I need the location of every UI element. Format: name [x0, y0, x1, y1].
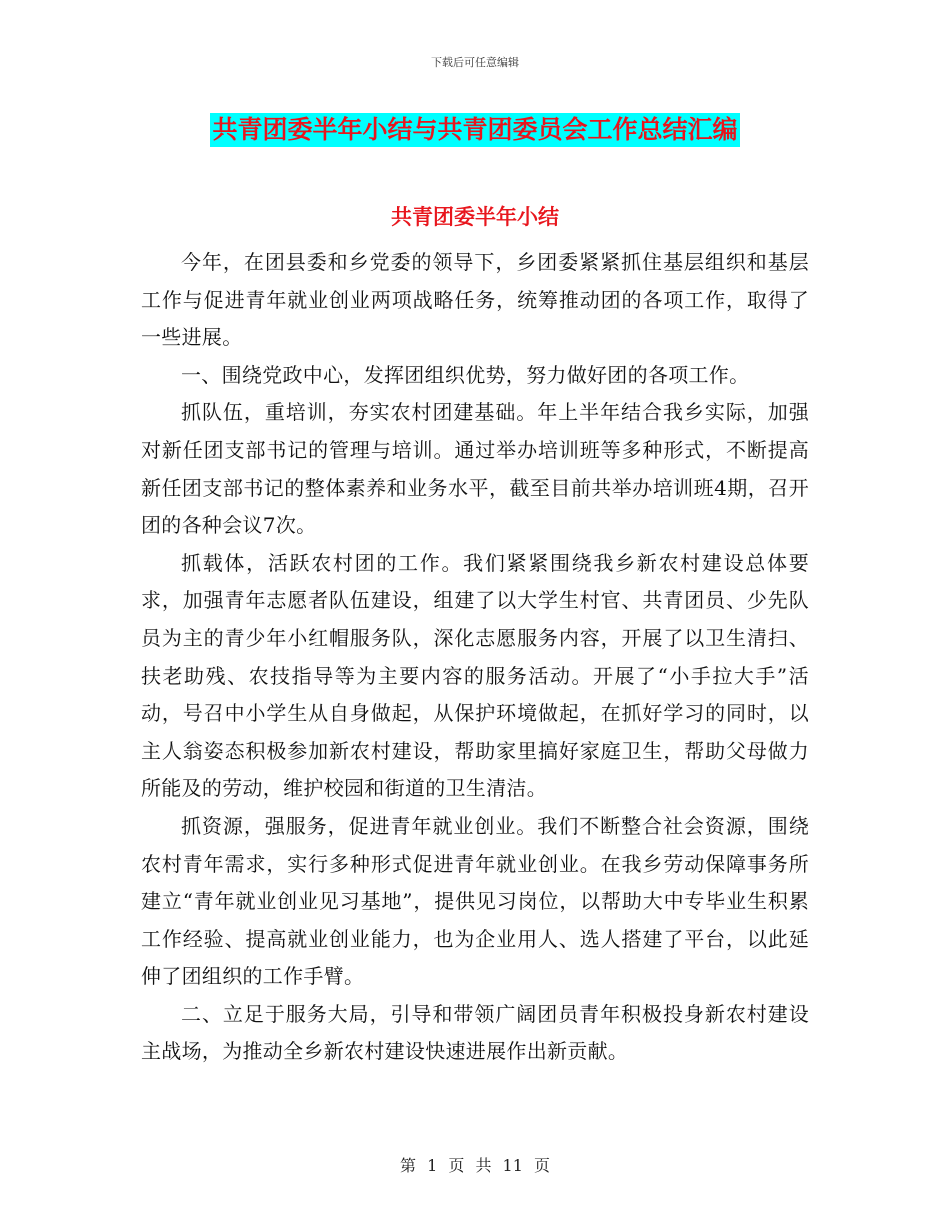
paragraph: 抓资源，强服务，促进青年就业创业。我们不断整合社会资源，围绕农村青年需求，实行多种形式促进青年就业创业。在我乡劳动保障事务所建立“青年就业创业见习基地”，提供见习岗位，以帮助大中专毕业生积累工作经验、提高就业创业能力，也为企业用人、选人搭建了平台，以此延伸了团组织的工作手臂。 [141, 813, 809, 989]
document-body [141, 244, 809, 1071]
page-header-note: 下载后可任意编辑 [431, 56, 519, 69]
document-title-container [0, 113, 950, 147]
paragraph: 今年，在团县委和乡党委的领导下，乡团委紧紧抓住基层组织和基层工作与促进青年就业创业两项战略任务，统筹推动团的各项工作，取得了一些进展。 [141, 250, 809, 350]
paragraph: 抓队伍，重培训，夯实农村团建基础。年上半年结合我乡实际，加强对新任团支部书记的管理与培训。通过举办培训班等多种形式，不断提高新任团支部书记的整体素养和业务水平，截至目前共举办培训班4期，召开团的各种会议7次。 [141, 400, 809, 538]
paragraph: 二、立足于服务大局，引导和带领广阔团员青年积极投身新农村建设主战场，为推动全乡新农村建设快速进展作出新贡献。 [141, 1001, 809, 1064]
paragraph: 一、围绕党政中心，发挥团组织优势，努力做好团的各项工作。 [181, 362, 750, 387]
paragraph: 抓载体，活跃农村团的工作。我们紧紧围绕我乡新农村建设总体要求，加强青年志愿者队伍建设，组建了以大学生村官、共青团员、少先队员为主的青少年小红帽服务队，深化志愿服务内容，开展了以卫生清扫、扶老助残、农技指导等为主要内容的服务活动。开展了“小手拉大手”活动，号召中小学生从自身做起，从保护环境做起，在抓好学习的同时，以主人翁姿态积极参加新农村建设，帮助家里搞好家庭卫生，帮助父母做力所能及的劳动，维护校园和街道的卫生清洁。 [141, 550, 809, 801]
page-number-footer: 第 1 页 共 11 页 [400, 1156, 550, 1175]
document-title: 共青团委半年小结与共青团委员会工作总结汇编 [210, 113, 739, 147]
section-title: 共青团委半年小结 [391, 205, 559, 229]
